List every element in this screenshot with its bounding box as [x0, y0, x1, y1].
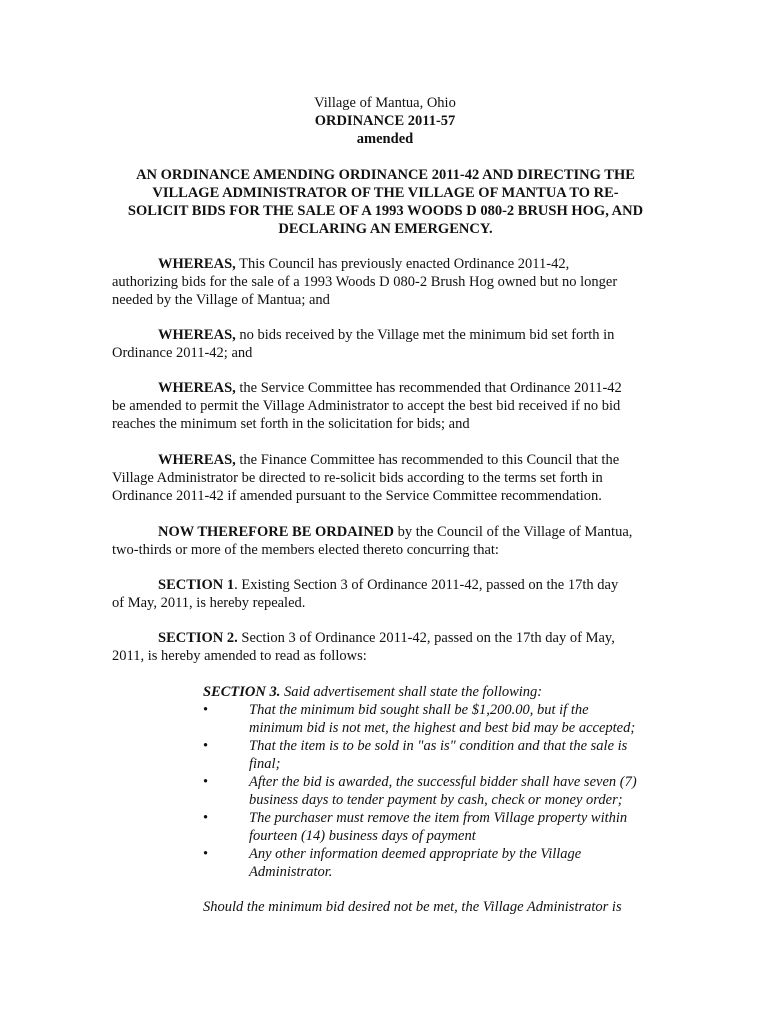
- bullet-icon: •: [203, 774, 209, 790]
- paragraph-text: Section 3 of Ordinance 2011-42, passed on the 17th day of May,: [237, 630, 615, 646]
- paragraph-lead: SECTION 1: [158, 577, 235, 593]
- paragraph-line: Ordinance 2011-42; and: [112, 345, 253, 361]
- list-item: [203, 737, 673, 773]
- title-line: VILLAGE ADMINISTRATOR OF THE VILLAGE OF MANTUA TO RE-: [152, 185, 619, 201]
- list-item-line: After the bid is awarded, the successful bidder shall have seven (7): [249, 774, 637, 790]
- paragraph-line: reaches the minimum set forth in the solicitation for bids; and: [112, 416, 470, 432]
- list-item: [203, 809, 673, 845]
- section-1-paragraph: [112, 576, 662, 612]
- title-line: AN ORDINANCE AMENDING ORDINANCE 2011-42 AND DIRECTING THE: [136, 167, 635, 183]
- title-line: DECLARING AN EMERGENCY.: [278, 221, 493, 237]
- paragraph-line: be amended to permit the Village Administrator to accept the best bid received if no bid: [112, 398, 621, 414]
- list-item-line: The purchaser must remove the item from Village property within: [249, 810, 628, 826]
- paragraph-text: the Service Committee has recommended that Ordinance 2011-42: [235, 380, 622, 396]
- section-3-intro: Said advertisement shall state the following:: [280, 684, 543, 700]
- section-2-paragraph: [112, 629, 662, 665]
- bullet-icon: •: [203, 846, 209, 862]
- paragraph-text: no bids received by the Village met the minimum bid set forth in: [235, 327, 615, 343]
- paragraph-lead: WHEREAS,: [158, 327, 236, 343]
- bullet-icon: •: [203, 702, 209, 718]
- list-item-line: Any other information deemed appropriate by the Village: [249, 846, 582, 862]
- list-item-line: That the minimum bid sought shall be $1,200.00, but if the: [249, 702, 589, 718]
- paragraph-lead: SECTION 2.: [158, 630, 238, 646]
- list-item: [203, 773, 673, 809]
- list-item: [203, 701, 673, 737]
- whereas-paragraph-2: [112, 326, 662, 362]
- paragraph-lead: WHEREAS,: [158, 256, 236, 272]
- paragraph-text: by the Council of the Village of Mantua,: [393, 524, 633, 540]
- list-item-line: fourteen (14) business days of payment: [249, 828, 476, 844]
- section-3-lead: SECTION 3.: [203, 684, 281, 700]
- paragraph-line: two-thirds or more of the members elected thereto concurring that:: [112, 542, 499, 558]
- whereas-paragraph-3: [112, 379, 662, 433]
- closing-text: Should the minimum bid desired not be met, the Village Administrator is: [203, 899, 622, 915]
- ordained-paragraph: [112, 523, 662, 559]
- list-item: [203, 845, 673, 881]
- list-item-line: Administrator.: [249, 864, 333, 880]
- document-header: [100, 94, 670, 148]
- paragraph-text: the Finance Committee has recommended to this Council that the: [235, 452, 620, 468]
- amended-label: amended: [356, 131, 414, 147]
- paragraph-text: . Existing Section 3 of Ordinance 2011-42, passed on the 17th day: [234, 577, 619, 593]
- paragraph-line: needed by the Village of Mantua; and: [112, 292, 330, 308]
- title-line: SOLICIT BIDS FOR THE SALE OF A 1993 WOODS D 080-2 BRUSH HOG, AND: [127, 203, 644, 219]
- paragraph-line: 2011, is hereby amended to read as follows:: [112, 648, 367, 664]
- whereas-paragraph-4: [112, 451, 662, 505]
- paragraph-line: of May, 2011, is hereby repealed.: [112, 595, 306, 611]
- bullet-icon: •: [203, 810, 209, 826]
- paragraph-line: Ordinance 2011-42 if amended pursuant to the Service Committee recommendation.: [112, 488, 602, 504]
- paragraph-lead: WHEREAS,: [158, 452, 236, 468]
- paragraph-lead: NOW THEREFORE BE ORDAINED: [158, 524, 394, 540]
- section-3-list: [203, 701, 673, 881]
- ordinance-number: ORDINANCE 2011-57: [314, 113, 456, 129]
- municipality-name: Village of Mantua, Ohio: [314, 95, 456, 111]
- paragraph-lead: WHEREAS,: [158, 380, 236, 396]
- list-item-line: That the item is to be sold in "as is" condition and that the sale is: [249, 738, 628, 754]
- bullet-icon: •: [203, 738, 209, 754]
- list-item-line: business days to tender payment by cash, check or money order;: [249, 792, 623, 808]
- list-item-line: final;: [249, 756, 281, 772]
- paragraph-line: authorizing bids for the sale of a 1993 Woods D 080-2 Brush Hog owned but no longer: [112, 274, 618, 290]
- list-item-line: minimum bid is not met, the highest and best bid may be accepted;: [249, 720, 636, 736]
- paragraph-line: Village Administrator be directed to re-solicit bids according to the terms set forth in: [112, 470, 603, 486]
- paragraph-text: This Council has previously enacted Ordinance 2011-42,: [235, 256, 570, 272]
- ordinance-title: [108, 166, 663, 238]
- section-3-block: [203, 683, 673, 881]
- whereas-paragraph-1: [112, 255, 662, 309]
